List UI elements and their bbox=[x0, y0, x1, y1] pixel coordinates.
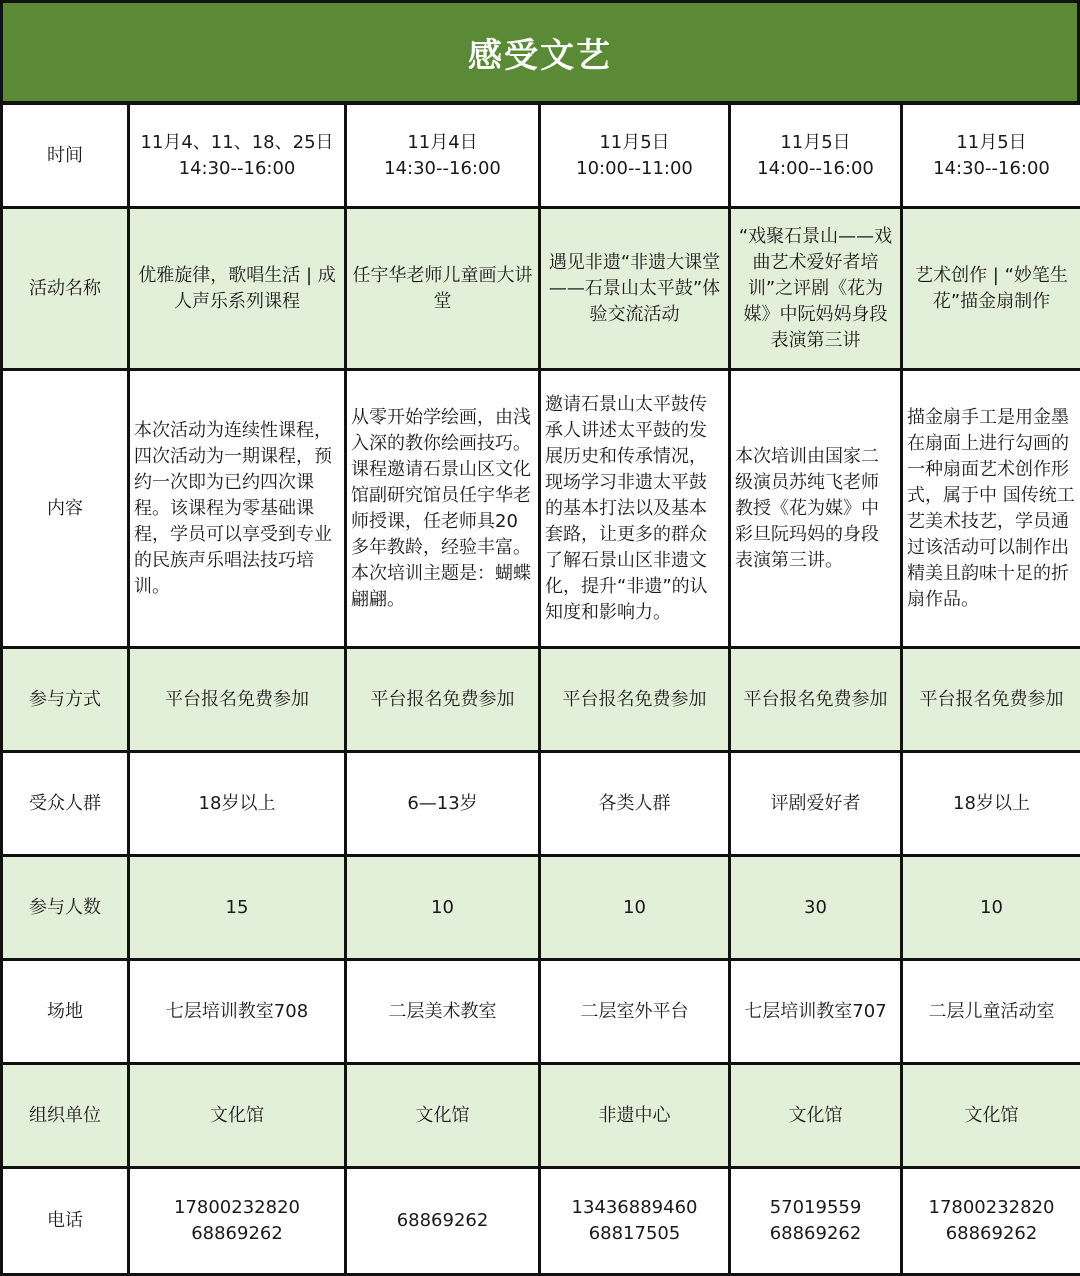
row-label-activity-name: 活动名称 bbox=[2, 208, 129, 370]
cell-audience-2: 6—13岁 bbox=[346, 752, 540, 856]
cell-content-4: 本次培训由国家二级演员苏纯飞老师教授《花为媒》中彩旦阮玛妈的身段表演第三讲。 bbox=[730, 370, 902, 648]
cell-participation-3: 平台报名免费参加 bbox=[540, 648, 730, 752]
row-activity-name bbox=[2, 208, 1080, 370]
cell-organizer-2: 文化馆 bbox=[346, 1064, 540, 1168]
cell-phone-4: 57019559 68869262 bbox=[730, 1168, 902, 1275]
cell-headcount-3: 10 bbox=[540, 856, 730, 960]
row-label-venue: 场地 bbox=[2, 960, 129, 1064]
cell-venue-1: 七层培训教室708 bbox=[129, 960, 346, 1064]
row-label-content: 内容 bbox=[2, 370, 129, 648]
cell-activity-name-3: 遇见非遗“非遗大课堂——石景山太平鼓”体验交流活动 bbox=[540, 208, 730, 370]
cell-venue-4: 七层培训教室707 bbox=[730, 960, 902, 1064]
row-phone bbox=[2, 1168, 1080, 1275]
cell-headcount-1: 15 bbox=[129, 856, 346, 960]
cell-time-4: 11月5日 14:00--16:00 bbox=[730, 104, 902, 208]
row-label-organizer: 组织单位 bbox=[2, 1064, 129, 1168]
row-label-time: 时间 bbox=[2, 104, 129, 208]
cell-audience-5: 18岁以上 bbox=[902, 752, 1080, 856]
cell-headcount-5: 10 bbox=[902, 856, 1080, 960]
cell-venue-2: 二层美术教室 bbox=[346, 960, 540, 1064]
row-label-audience: 受众人群 bbox=[2, 752, 129, 856]
cell-venue-3: 二层室外平台 bbox=[540, 960, 730, 1064]
row-participation bbox=[2, 648, 1080, 752]
cell-audience-3: 各类人群 bbox=[540, 752, 730, 856]
row-audience bbox=[2, 752, 1080, 856]
cell-organizer-4: 文化馆 bbox=[730, 1064, 902, 1168]
cell-participation-4: 平台报名免费参加 bbox=[730, 648, 902, 752]
cell-participation-1: 平台报名免费参加 bbox=[129, 648, 346, 752]
cell-audience-1: 18岁以上 bbox=[129, 752, 346, 856]
activity-table bbox=[0, 102, 1080, 1276]
cell-phone-1: 17800232820 68869262 bbox=[129, 1168, 346, 1275]
cell-activity-name-5: 艺术创作 | “妙笔生花”描金扇制作 bbox=[902, 208, 1080, 370]
cell-organizer-3: 非遗中心 bbox=[540, 1064, 730, 1168]
cell-content-5: 描金扇手工是用金墨在扇面上进行勾画的一种扇面艺术创作形式，属于中 国传统工艺美术技艺，学员通过该活动可以制作出精美且韵味十足的折扇作品。 bbox=[902, 370, 1080, 648]
cell-time-5: 11月5日 14:30--16:00 bbox=[902, 104, 1080, 208]
cell-participation-5: 平台报名免费参加 bbox=[902, 648, 1080, 752]
cell-content-1: 本次活动为连续性课程，四次活动为一期课程，预约一次即为已约四次课程。该课程为零基础课程，学员可以享受到专业的民族声乐唱法技巧培训。 bbox=[129, 370, 346, 648]
cell-organizer-1: 文化馆 bbox=[129, 1064, 346, 1168]
row-label-phone: 电话 bbox=[2, 1168, 129, 1275]
cell-participation-2: 平台报名免费参加 bbox=[346, 648, 540, 752]
row-venue bbox=[2, 960, 1080, 1064]
cell-audience-4: 评剧爱好者 bbox=[730, 752, 902, 856]
page-title: 感受文艺 bbox=[468, 28, 612, 77]
cell-headcount-4: 30 bbox=[730, 856, 902, 960]
cell-headcount-2: 10 bbox=[346, 856, 540, 960]
row-label-participation: 参与方式 bbox=[2, 648, 129, 752]
cell-activity-name-2: 任宇华老师儿童画大讲堂 bbox=[346, 208, 540, 370]
cell-time-2: 11月4日 14:30--16:00 bbox=[346, 104, 540, 208]
cell-venue-5: 二层儿童活动室 bbox=[902, 960, 1080, 1064]
row-label-headcount: 参与人数 bbox=[2, 856, 129, 960]
row-organizer bbox=[2, 1064, 1080, 1168]
cell-phone-3: 13436889460 68817505 bbox=[540, 1168, 730, 1275]
cell-content-3: 邀请石景山太平鼓传承人讲述太平鼓的发展历史和传承情况，现场学习非遗太平鼓的基本打法以及基本套路，让更多的群众了解石景山区非遗文化，提升“非遗”的认知度和影响力。 bbox=[540, 370, 730, 648]
row-time bbox=[2, 104, 1080, 208]
cell-organizer-5: 文化馆 bbox=[902, 1064, 1080, 1168]
cell-content-2: 从零开始学绘画，由浅入深的教你绘画技巧。课程邀请石景山区文化馆副研究馆员任宇华老师授课，任老师具20多年教龄，经验丰富。本次培训主题是：蝴蝶翩翩。 bbox=[346, 370, 540, 648]
cell-time-1: 11月4、11、18、25日 14:30--16:00 bbox=[129, 104, 346, 208]
row-headcount bbox=[2, 856, 1080, 960]
cell-activity-name-4: “戏聚石景山——戏曲艺术爱好者培训”之评剧《花为媒》中阮妈妈身段表演第三讲 bbox=[730, 208, 902, 370]
cell-phone-2: 68869262 bbox=[346, 1168, 540, 1275]
title-bar bbox=[0, 0, 1080, 104]
row-content bbox=[2, 370, 1080, 648]
cell-time-3: 11月5日 10:00--11:00 bbox=[540, 104, 730, 208]
cell-activity-name-1: 优雅旋律，歌唱生活 | 成人声乐系列课程 bbox=[129, 208, 346, 370]
cell-phone-5: 17800232820 68869262 bbox=[902, 1168, 1080, 1275]
